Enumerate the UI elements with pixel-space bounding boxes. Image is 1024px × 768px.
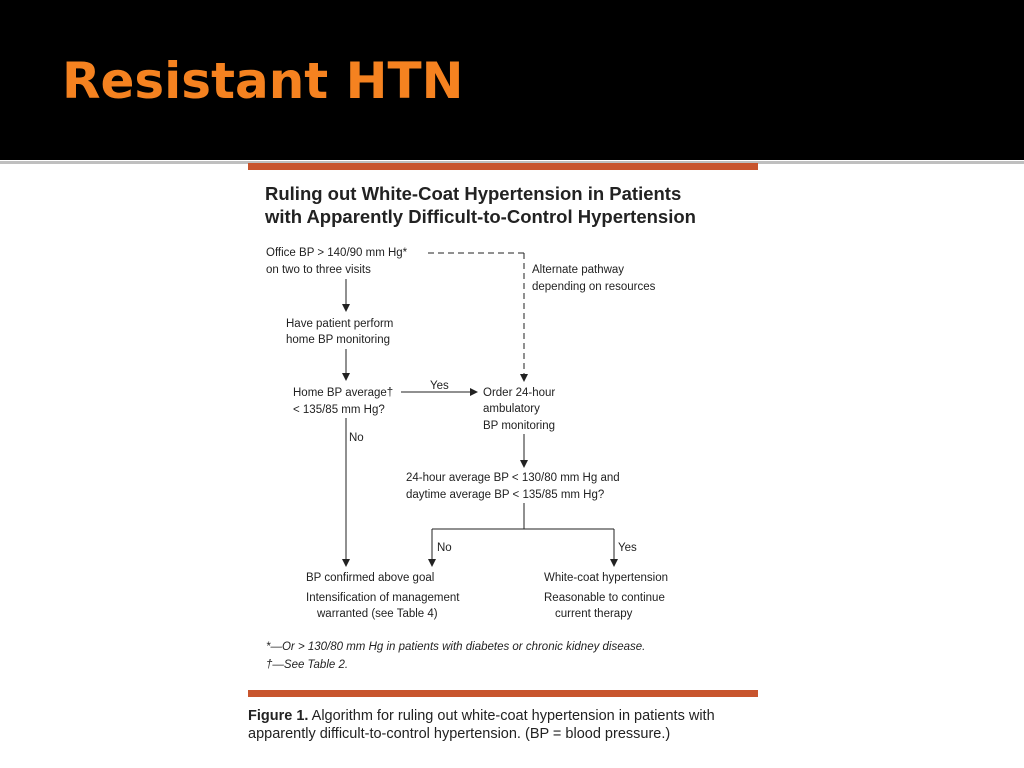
footnote-1: *—Or > 130/80 mm Hg in patients with diabetes or chronic kidney disease.	[266, 641, 646, 653]
confirmed-line-1: BP confirmed above goal	[306, 572, 435, 584]
ambulatory-line-1: Order 24-hour	[483, 387, 556, 399]
no-label-home: No	[349, 432, 364, 444]
slide-title: Resistant HTN	[62, 52, 464, 110]
avg24-line-2: daytime average BP < 135/85 mm Hg?	[406, 489, 605, 501]
avg24-line-1: 24-hour average BP < 130/80 mm Hg and	[406, 472, 620, 484]
office-bp-line-2: on two to three visits	[266, 264, 371, 276]
home-avg-line-2: < 135/85 mm Hg?	[293, 404, 385, 416]
caption-text: Algorithm for ruling out white-coat hypertension in patients with apparently difficult-to-control hypertension. (BP = blood pressure.)	[248, 708, 715, 742]
confirmed-line-3: warranted (see Table 4)	[317, 608, 438, 620]
figure-heading-line-2: with Apparently Difficult-to-Control Hypertension	[265, 206, 696, 227]
white-coat-line-1: White-coat hypertension	[544, 572, 669, 584]
figure-heading-line-1: Ruling out White-Coat Hypertension in Patients	[265, 183, 682, 204]
yes-label-24: Yes	[618, 542, 637, 554]
white-coat-line-3: current therapy	[555, 608, 633, 620]
alternate-line-2: depending on resources	[532, 281, 656, 293]
caption-label: Figure 1.	[248, 708, 309, 724]
confirmed-line-2: Intensification of management	[306, 592, 460, 604]
office-bp-line-1: Office BP > 140/90 mm Hg*	[266, 247, 408, 259]
figure-bottom-rule	[248, 690, 758, 697]
no-label-24: No	[437, 542, 452, 554]
home-monitor-line-2: home BP monitoring	[286, 334, 390, 346]
white-coat-line-2: Reasonable to continue	[544, 592, 665, 604]
ambulatory-line-2: ambulatory	[483, 403, 540, 415]
footnote-2: †—See Table 2.	[266, 659, 349, 671]
ambulatory-line-3: BP monitoring	[483, 420, 556, 432]
figure-caption	[248, 707, 768, 743]
yes-label-home: Yes	[430, 380, 449, 392]
alternate-line-1: Alternate pathway	[532, 264, 625, 276]
home-monitor-line-1: Have patient perform	[286, 318, 394, 330]
home-avg-line-1: Home BP average†	[293, 387, 394, 399]
